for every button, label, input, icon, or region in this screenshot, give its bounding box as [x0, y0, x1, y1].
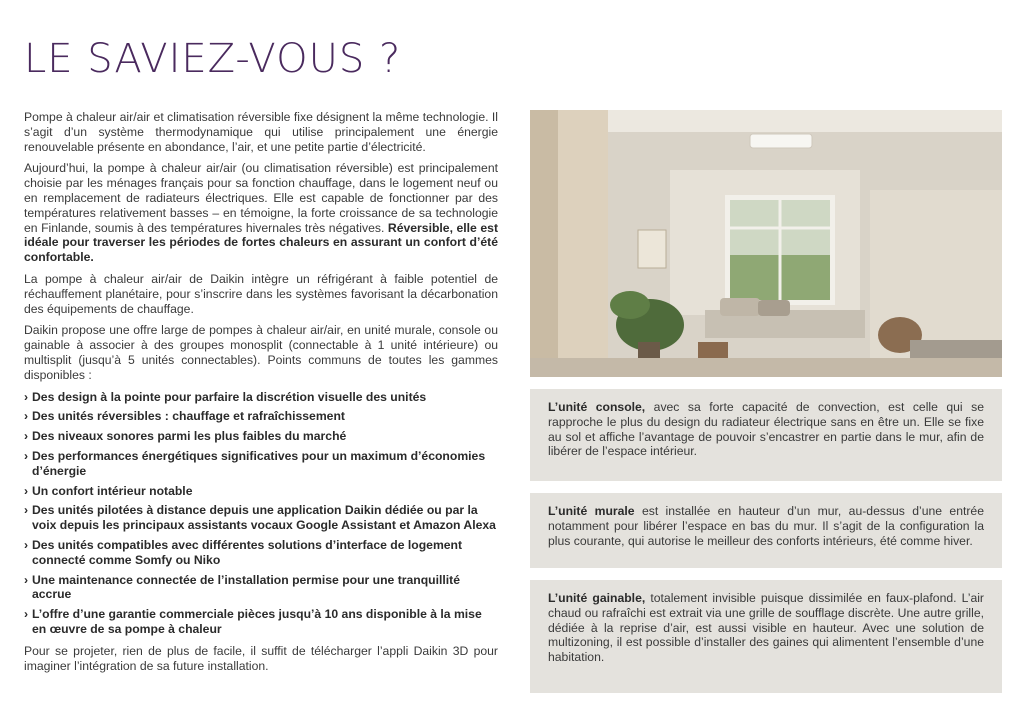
- chevron-right-icon: ›: [24, 483, 29, 498]
- usage-text: Aujourd’hui, la pompe à chaleur air/air (ou climatisation réversible) est principalement choisie par les ménages français pour sa fonction chauffage, dans le logement neuf ou en remplacement de radiateurs électriques. Elle est capable de fonctionner par des températures relativement basses – en témoigne, la forte croissance de sa technologie en Finlande, soumis à des températures hivernales très négatives.: [24, 161, 498, 235]
- list-item: [24, 503, 498, 533]
- chevron-right-icon: ›: [24, 607, 29, 622]
- list-item-text: Des unités pilotées à distance depuis une application Daikin dédiée ou par la voix depuis les principaux assistants vocaux Google Assistant et Amazon Alexa: [32, 503, 496, 533]
- main-text-column: [24, 110, 498, 680]
- list-item: [24, 449, 498, 479]
- living-room-photo: [530, 110, 1002, 377]
- list-item-text: Des unités réversibles : chauffage et rafraîchissement: [32, 409, 345, 424]
- console-unit-text: avec sa forte capacité de convection, est celle qui se rapproche le plus du design du radiateur électrique sans en être un. Elle se fixe au sol et affiche l’avantage de pouvoir s’encastrer en partie dans le mur, afin de libérer de l’espace intérieur.: [548, 400, 984, 459]
- chevron-right-icon: ›: [24, 448, 29, 463]
- list-item-text: Des unités compatibles avec différentes solutions d’interface de logement connecté comme Somfy ou Niko: [32, 537, 463, 567]
- list-item: [24, 538, 498, 568]
- ducted-unit-text: totalement invisible puisque dissimilée en faux-plafond. L’air chaud ou rafraîchi est extrait via une grille de soufflage discrète. Une autre grille, dédiée à la reprise d’air, est aussi visible en hauteur. Avec une solution de multizoning, il est possible d’installer des gaines qui alimentent l’ensemble d’une habitation.: [548, 591, 984, 665]
- list-item: [24, 429, 498, 444]
- list-item: [24, 390, 498, 405]
- living-room-illustration: [530, 110, 1002, 377]
- usage-paragraph: [24, 161, 498, 265]
- list-item-text: Des performances énergétiques significatives pour un maximum d’économies d’énergie: [32, 448, 486, 478]
- list-item-text: Une maintenance connectée de l’installation permise pour une tranquillité accrue: [32, 572, 461, 602]
- closing-paragraph: Pour se projeter, rien de plus de facile, il suffit de télécharger l’appli Daikin 3D pour imaginer l’intégration de sa future installation.: [24, 643, 498, 673]
- intro-paragraph: Pompe à chaleur air/air et climatisation réversible fixe désignent la même technologie. Il s’agit d’un système thermodynamique qui utilise principalement une énergie renouvelable présente en abondance, l’air, et une petite partie d’électricité.: [24, 110, 498, 154]
- chevron-right-icon: ›: [24, 572, 29, 587]
- list-item: [24, 409, 498, 424]
- list-item-text: Des design à la pointe pour parfaire la discrétion visuelle des unités: [32, 389, 427, 404]
- list-item-text: L’offre d’une garantie commerciale pièces jusqu’à 10 ans disponible à la mise en œuvre de sa pompe à chaleur: [32, 607, 482, 636]
- ducted-unit-box: [530, 580, 1002, 693]
- page-title: LE SAVIEZ-VOUS ?: [24, 36, 402, 82]
- wall-unit-box: [530, 493, 1002, 568]
- list-item: [24, 573, 498, 603]
- list-item: [24, 607, 498, 637]
- ducted-unit-heading: L’unité gainable,: [548, 591, 646, 605]
- features-list: [24, 390, 498, 637]
- console-unit-heading: L’unité console,: [548, 400, 646, 414]
- chevron-right-icon: ›: [24, 537, 29, 552]
- chevron-right-icon: ›: [24, 429, 29, 444]
- chevron-right-icon: ›: [24, 409, 29, 424]
- usage-bold-text: Réversible, elle est idéale pour traverser les périodes de fortes chaleurs en assurant un confort d’été confortable.: [24, 220, 499, 265]
- console-unit-box: [530, 389, 1002, 481]
- wall-unit-text: est installée en hauteur d’un mur, au-dessus d’une entrée notamment pour libérer l’espace en bas du mur. Il s’agit de la configuration la plus courante, qui autorise le meilleur des conforts intérieurs, été comme hiver.: [548, 504, 984, 548]
- chevron-right-icon: ›: [24, 503, 29, 518]
- offer-paragraph: Daikin propose une offre large de pompes à chaleur air/air, en unité murale, console ou gainable à associer à des groupes monosplit (connectable à 1 unité intérieure) ou multisplit (jusqu’à 5 unités connectables). Points communs de toutes les gammes disponibles :: [24, 323, 498, 382]
- list-item-text: Un confort intérieur notable: [32, 483, 193, 498]
- refrigerant-paragraph: La pompe à chaleur air/air de Daikin intègre un réfrigérant à faible potentiel de réchauffement planétaire, pour s’inscrire dans les systèmes favorisant la décarbonation des équipements de chauffage.: [24, 271, 498, 316]
- chevron-right-icon: ›: [24, 389, 29, 404]
- list-item-text: Des niveaux sonores parmi les plus faibles du marché: [32, 429, 347, 444]
- wall-unit-heading: L’unité murale: [548, 504, 635, 518]
- list-item: [24, 484, 498, 499]
